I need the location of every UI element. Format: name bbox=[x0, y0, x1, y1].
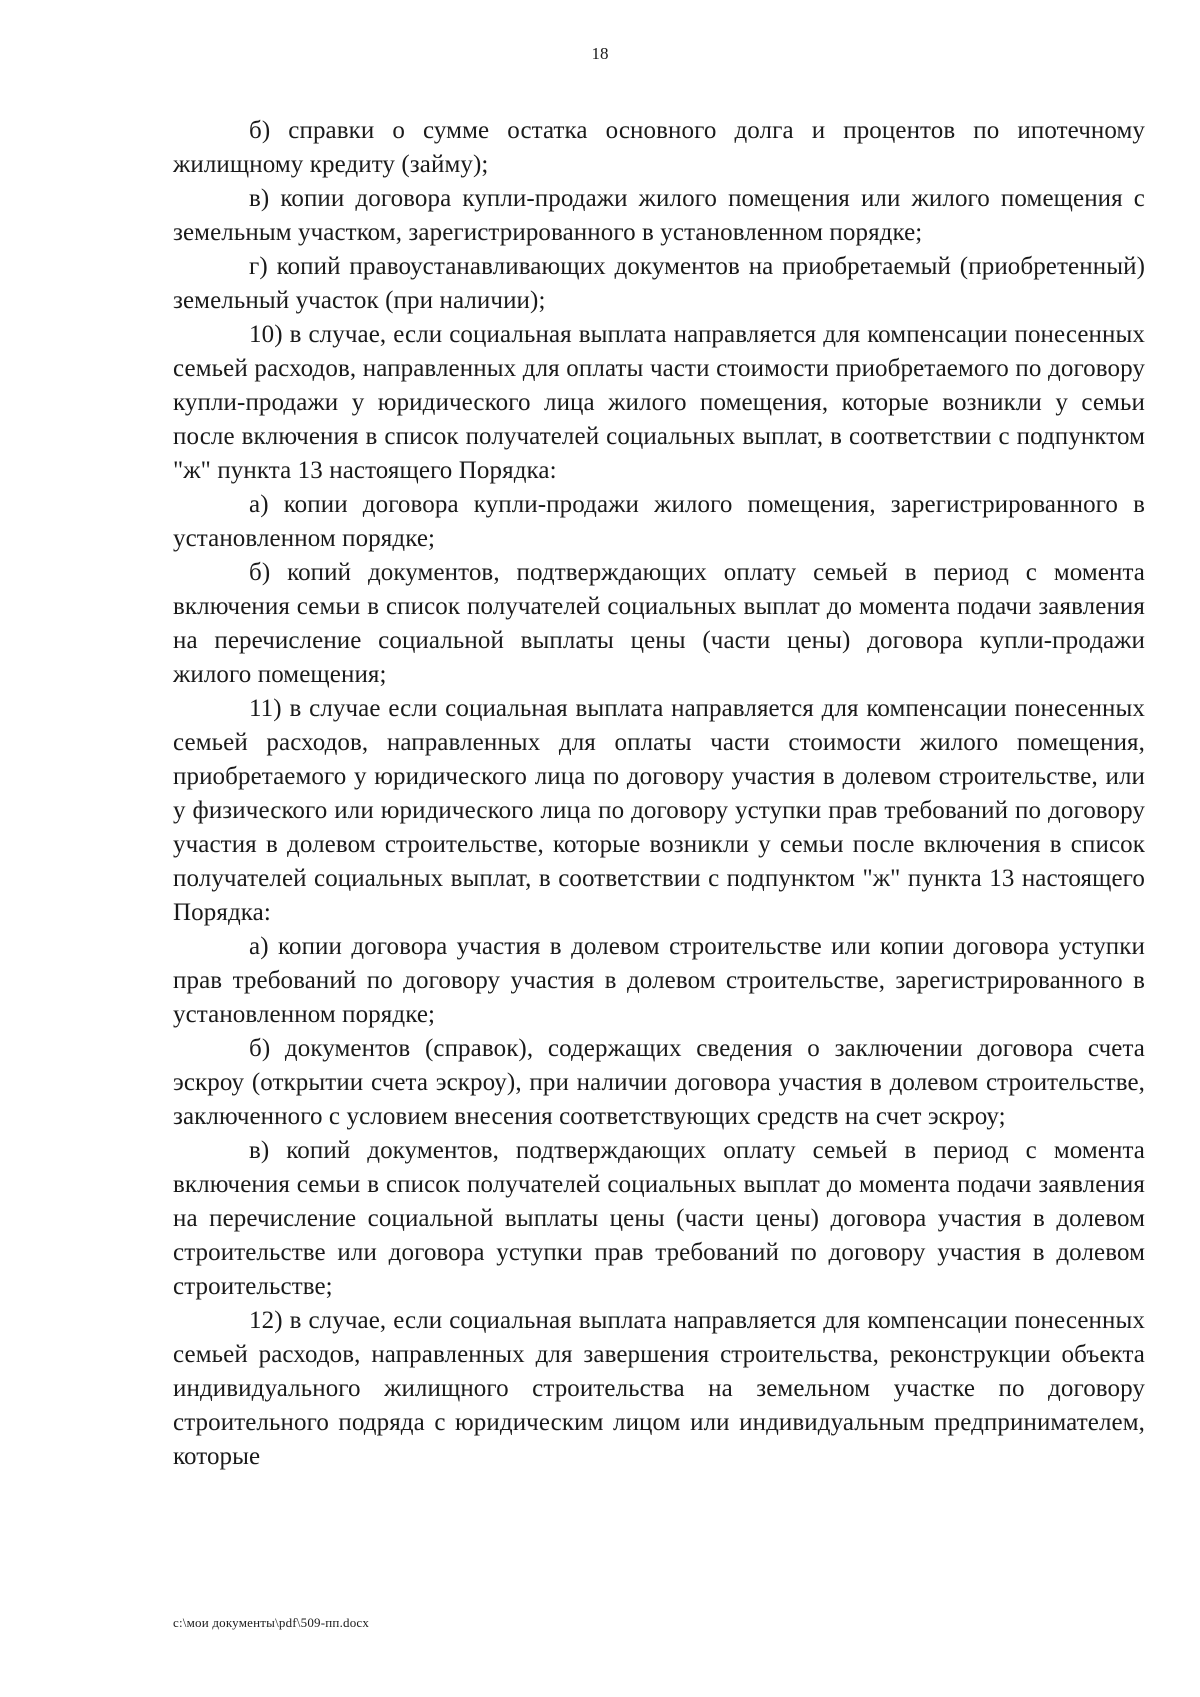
paragraph-b-mortgage-balance-certificate: б) справки о сумме остатка основного долга и процентов по ипотечному жилищному кредиту (займу); bbox=[173, 117, 1145, 178]
paragraph-v-sale-contract-copy: в) копии договора купли-продажи жилого помещения или жилого помещения с земельным участком, зарегистрированного в установленном порядке; bbox=[173, 185, 1145, 246]
paragraph-b-payment-documents: б) копий документов, подтверждающих оплату семьей в период с момента включения семьи в список получателей социальных выплат до момента подачи заявления на перечисление социальной выплаты цены (части цены) договора купли-продажи жилого помещения; bbox=[173, 559, 1145, 688]
paragraph-a-shared-construction-contract: а) копии договора участия в долевом строительстве или копии договора уступки прав требований по договору участия в долевом строительстве, зарегистрированного в установленном порядке; bbox=[173, 933, 1145, 1028]
paragraph-v-payment-documents: в) копий документов, подтверждающих оплату семьей в период с момента включения семьи в список получателей социальных выплат до момента подачи заявления на перечисление социальной выплаты цены (части цены) договора участия в долевом строительстве или договора уступки прав требований по договору участия в долевом строительстве; bbox=[173, 1137, 1145, 1300]
document-body bbox=[173, 114, 1145, 1474]
paragraph-g-land-title-documents: г) копий правоустанавливающих документов на приобретаемый (приобретенный) земельный участок (при наличии); bbox=[173, 253, 1145, 314]
page-number: 18 bbox=[591, 44, 609, 63]
paragraph-10-purchase-compensation: 10) в случае, если социальная выплата направляется для компенсации понесенных семьей расходов, направленных для оплаты части стоимости приобретаемого по договору купли-продажи у юридического лица жилого помещения, которые возникли у семьи после включения в список получателей социальных выплат, в соответствии с подпунктом "ж" пункта 13 настоящего Порядка: bbox=[173, 321, 1145, 484]
paragraph-a-sale-contract-copy: а) копии договора купли-продажи жилого помещения, зарегистрированного в установленном порядке; bbox=[173, 491, 1145, 552]
footer-file-path: c:\мои документы\pdf\509-пп.docx bbox=[173, 1615, 370, 1630]
paragraph-12-construction-completion: 12) в случае, если социальная выплата направляется для компенсации понесенных семьей расходов, направленных для завершения строительства, реконструкции объекта индивидуального жилищного строительства на земельном участке по договору строительного подряда с юридическим лицом или индивидуальным предпринимателем, которые bbox=[173, 1307, 1145, 1470]
paragraph-11-shared-construction-compensation: 11) в случае если социальная выплата направляется для компенсации понесенных семьей расходов, направленных для оплаты части стоимости жилого помещения, приобретаемого у юридического лица по договору участия в долевом строительстве, или у физического или юридического лица по договору уступки прав требований по договору участия в долевом строительстве, которые возникли у семьи после включения в список получателей социальных выплат, в соответствии с подпунктом "ж" пункта 13 настоящего Порядка: bbox=[173, 695, 1145, 926]
paragraph-b-escrow-documents: б) документов (справок), содержащих сведения о заключении договора счета эскроу (открытии счета эскроу), при наличии договора участия в долевом строительстве, заключенного с условием внесения соответствующих средств на счет эскроу; bbox=[173, 1035, 1145, 1130]
